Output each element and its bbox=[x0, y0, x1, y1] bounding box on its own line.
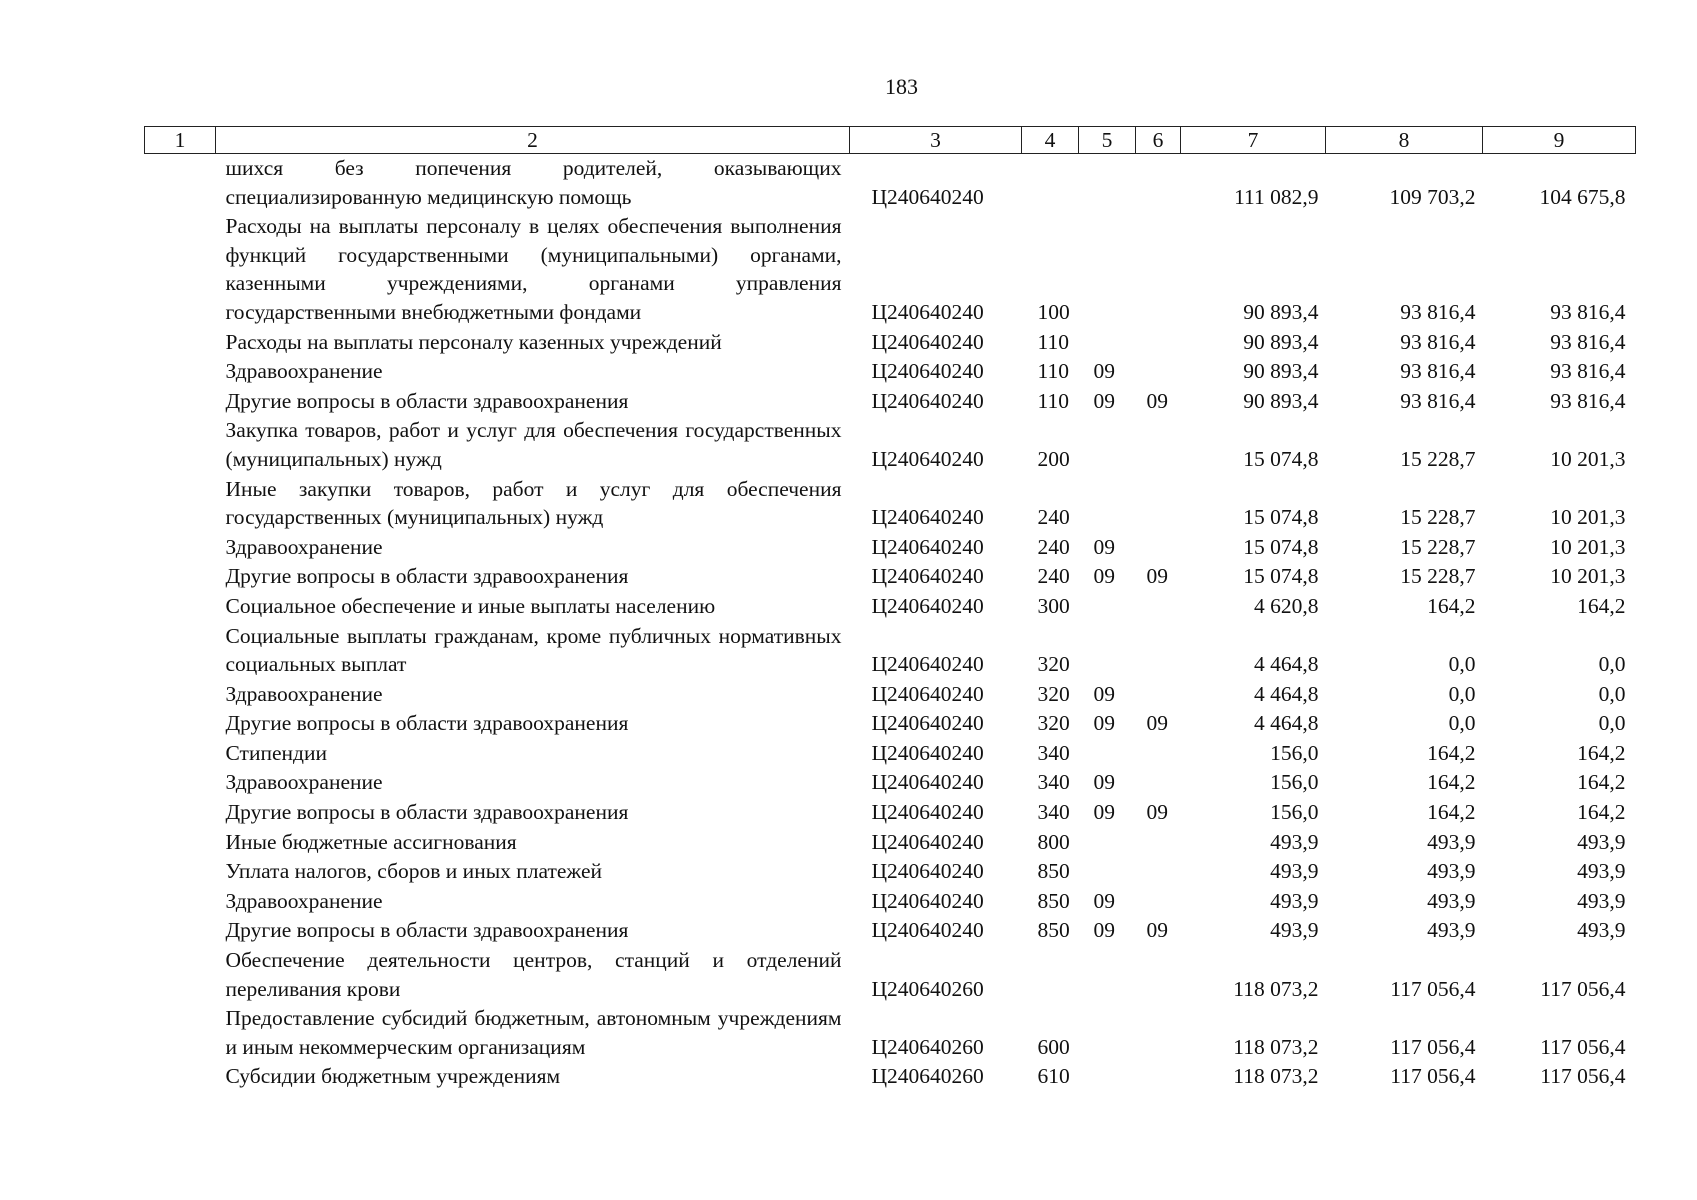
row-subsection bbox=[1136, 154, 1181, 213]
row-subsection bbox=[1136, 828, 1181, 858]
column-header: 4 bbox=[1022, 127, 1079, 154]
row-value-col9: 93 816,4 bbox=[1550, 359, 1626, 384]
row-name: Другие вопросы в области здравоохранения bbox=[225, 388, 629, 413]
row-value-col7: 15 074,8 bbox=[1243, 534, 1319, 559]
row-subsection bbox=[1136, 887, 1181, 917]
row-value-col9: 493,9 bbox=[1577, 918, 1626, 943]
row-blank-cell bbox=[145, 739, 216, 769]
row-value-col9: 10 201,3 bbox=[1550, 446, 1626, 471]
column-header: 9 bbox=[1483, 127, 1636, 154]
row-blank-cell bbox=[145, 533, 216, 563]
row-value-col8: 93 816,4 bbox=[1400, 359, 1476, 384]
row-value-col7: 4 620,8 bbox=[1254, 593, 1319, 618]
row-code: Ц240640240 bbox=[871, 299, 984, 324]
row-value-col8: 15 228,7 bbox=[1400, 505, 1476, 530]
row-value-col9: 164,2 bbox=[1577, 800, 1626, 825]
row-value-col7: 118 073,2 bbox=[1233, 1064, 1319, 1089]
table-row bbox=[145, 416, 1636, 474]
row-value-col7: 156,0 bbox=[1270, 800, 1319, 825]
row-subsection bbox=[1136, 768, 1181, 798]
row-value-col8: 493,9 bbox=[1427, 829, 1476, 854]
row-value-col8: 117 056,4 bbox=[1390, 1034, 1476, 1059]
row-blank-cell bbox=[145, 416, 216, 474]
row-name: Обеспечение деятельности центров, станций и отделений переливания крови bbox=[225, 948, 842, 1001]
row-blank-cell bbox=[145, 387, 216, 417]
table-row bbox=[145, 798, 1636, 828]
row-section bbox=[1079, 416, 1136, 474]
row-value-col8: 164,2 bbox=[1427, 593, 1476, 618]
row-code: Ц240640240 bbox=[871, 388, 984, 413]
table-row bbox=[145, 857, 1636, 887]
row-value-col7: 4 464,8 bbox=[1254, 711, 1319, 736]
table-row bbox=[145, 1004, 1636, 1062]
row-expense-type: 200 bbox=[1037, 446, 1070, 471]
row-value-col7: 493,9 bbox=[1270, 859, 1319, 884]
row-section: 09 bbox=[1093, 564, 1115, 589]
row-value-col7: 15 074,8 bbox=[1243, 505, 1319, 530]
column-header: 3 bbox=[850, 127, 1022, 154]
row-section bbox=[1079, 946, 1136, 1004]
row-subsection bbox=[1136, 680, 1181, 710]
row-value-col7: 90 893,4 bbox=[1243, 388, 1319, 413]
row-name: Иные бюджетные ассигнования bbox=[225, 829, 517, 854]
row-value-col9: 93 816,4 bbox=[1550, 299, 1626, 324]
row-section: 09 bbox=[1093, 800, 1115, 825]
row-value-col9: 493,9 bbox=[1577, 829, 1626, 854]
row-value-col7: 15 074,8 bbox=[1243, 446, 1319, 471]
row-value-col9: 164,2 bbox=[1577, 593, 1626, 618]
row-code: Ц240640240 bbox=[871, 800, 984, 825]
table-row bbox=[145, 739, 1636, 769]
row-name: Другие вопросы в области здравоохранения bbox=[225, 918, 629, 943]
row-subsection bbox=[1136, 739, 1181, 769]
row-subsection bbox=[1136, 1062, 1181, 1092]
row-value-col8: 93 816,4 bbox=[1400, 388, 1476, 413]
row-subsection: 09 bbox=[1146, 800, 1168, 825]
row-subsection bbox=[1136, 533, 1181, 563]
row-code: Ц240640260 bbox=[871, 1064, 984, 1089]
row-code: Ц240640240 bbox=[871, 829, 984, 854]
row-subsection bbox=[1136, 357, 1181, 387]
table-row bbox=[145, 768, 1636, 798]
row-blank-cell bbox=[145, 798, 216, 828]
row-code: Ц240640240 bbox=[871, 564, 984, 589]
column-header: 7 bbox=[1181, 127, 1326, 154]
row-value-col9: 164,2 bbox=[1577, 770, 1626, 795]
table-header bbox=[145, 127, 1636, 154]
row-blank-cell bbox=[145, 212, 216, 327]
row-value-col7: 493,9 bbox=[1270, 829, 1319, 854]
row-expense-type: 850 bbox=[1037, 859, 1070, 884]
row-subsection bbox=[1136, 622, 1181, 680]
row-value-col8: 164,2 bbox=[1427, 800, 1476, 825]
row-section bbox=[1079, 739, 1136, 769]
row-code: Ц240640240 bbox=[871, 770, 984, 795]
row-blank-cell bbox=[145, 1062, 216, 1092]
row-value-col9: 10 201,3 bbox=[1550, 505, 1626, 530]
row-expense-type: 600 bbox=[1037, 1034, 1070, 1059]
table-body bbox=[145, 154, 1636, 1093]
row-name: Здравоохранение bbox=[225, 359, 383, 384]
row-subsection bbox=[1136, 946, 1181, 1004]
row-code: Ц240640240 bbox=[871, 329, 984, 354]
row-section bbox=[1079, 212, 1136, 327]
row-blank-cell bbox=[145, 857, 216, 887]
row-blank-cell bbox=[145, 709, 216, 739]
row-blank-cell bbox=[145, 768, 216, 798]
row-value-col7: 156,0 bbox=[1270, 770, 1319, 795]
row-name: Другие вопросы в области здравоохранения bbox=[225, 711, 629, 736]
row-subsection: 09 bbox=[1146, 564, 1168, 589]
row-blank-cell bbox=[145, 680, 216, 710]
column-header: 1 bbox=[145, 127, 216, 154]
row-code: Ц240640260 bbox=[871, 976, 984, 1001]
row-value-col9: 93 816,4 bbox=[1550, 388, 1626, 413]
column-header: 8 bbox=[1326, 127, 1483, 154]
row-value-col7: 4 464,8 bbox=[1254, 652, 1319, 677]
row-code: Ц240640240 bbox=[871, 711, 984, 736]
row-value-col7: 493,9 bbox=[1270, 888, 1319, 913]
row-value-col8: 15 228,7 bbox=[1400, 446, 1476, 471]
table-row bbox=[145, 680, 1636, 710]
row-expense-type: 610 bbox=[1037, 1064, 1070, 1089]
row-subsection: 09 bbox=[1146, 918, 1168, 943]
column-header: 5 bbox=[1079, 127, 1136, 154]
row-value-col9: 117 056,4 bbox=[1540, 976, 1626, 1001]
row-value-col7: 90 893,4 bbox=[1243, 299, 1319, 324]
row-name: Здравоохранение bbox=[225, 681, 383, 706]
row-subsection bbox=[1136, 857, 1181, 887]
row-section bbox=[1079, 328, 1136, 358]
row-value-col9: 104 675,8 bbox=[1539, 184, 1626, 209]
row-code: Ц240640240 bbox=[871, 681, 984, 706]
row-value-col9: 493,9 bbox=[1577, 888, 1626, 913]
row-section bbox=[1079, 475, 1136, 533]
row-code: Ц240640240 bbox=[871, 652, 984, 677]
row-value-col8: 15 228,7 bbox=[1400, 564, 1476, 589]
row-subsection bbox=[1136, 328, 1181, 358]
row-section bbox=[1079, 1004, 1136, 1062]
row-value-col8: 0,0 bbox=[1448, 652, 1476, 677]
row-name: Расходы на выплаты персоналу казенных учреждений bbox=[225, 329, 722, 354]
row-code: Ц240640240 bbox=[871, 184, 984, 209]
row-section: 09 bbox=[1093, 359, 1115, 384]
row-value-col7: 90 893,4 bbox=[1243, 359, 1319, 384]
row-expense-type bbox=[1022, 946, 1079, 1004]
row-subsection bbox=[1136, 1004, 1181, 1062]
row-section bbox=[1079, 592, 1136, 622]
row-expense-type: 850 bbox=[1037, 888, 1070, 913]
row-code: Ц240640240 bbox=[871, 505, 984, 530]
row-name: Закупка товаров, работ и услуг для обеспечения государственных (муниципальных) нужд bbox=[225, 418, 842, 471]
row-name: Иные закупки товаров, работ и услуг для обеспечения государственных (муниципальных) нужд bbox=[225, 476, 842, 530]
column-header: 6 bbox=[1136, 127, 1181, 154]
row-expense-type: 240 bbox=[1037, 564, 1070, 589]
row-name: Другие вопросы в области здравоохранения bbox=[225, 800, 629, 825]
row-subsection bbox=[1136, 475, 1181, 533]
row-code: Ц240640240 bbox=[871, 593, 984, 618]
row-value-col8: 15 228,7 bbox=[1400, 534, 1476, 559]
row-blank-cell bbox=[145, 328, 216, 358]
row-name: Здравоохранение bbox=[225, 770, 383, 795]
row-subsection bbox=[1136, 592, 1181, 622]
row-section: 09 bbox=[1093, 681, 1115, 706]
table-row bbox=[145, 1062, 1636, 1092]
row-code: Ц240640240 bbox=[871, 918, 984, 943]
row-subsection: 09 bbox=[1146, 711, 1168, 736]
table-row bbox=[145, 475, 1636, 533]
row-code: Ц240640240 bbox=[871, 740, 984, 765]
row-blank-cell bbox=[145, 592, 216, 622]
row-value-col9: 10 201,3 bbox=[1550, 534, 1626, 559]
row-name: Стипендии bbox=[225, 740, 327, 765]
table-row bbox=[145, 387, 1636, 417]
row-section bbox=[1079, 154, 1136, 213]
table-row bbox=[145, 946, 1636, 1004]
row-value-col8: 164,2 bbox=[1427, 740, 1476, 765]
row-section: 09 bbox=[1093, 534, 1115, 559]
row-name: Расходы на выплаты персоналу в целях обеспечения выполнения функций государственными (муниципальными) органами, казенными учреждениями, органами управления государственными внебюджетными фондами bbox=[225, 214, 842, 324]
row-expense-type: 340 bbox=[1037, 770, 1070, 795]
row-value-col8: 164,2 bbox=[1427, 770, 1476, 795]
row-expense-type: 800 bbox=[1037, 829, 1070, 854]
row-expense-type: 110 bbox=[1037, 388, 1069, 413]
column-header: 2 bbox=[216, 127, 850, 154]
row-code: Ц240640240 bbox=[871, 859, 984, 884]
row-blank-cell bbox=[145, 887, 216, 917]
row-section: 09 bbox=[1093, 888, 1115, 913]
row-expense-type: 240 bbox=[1037, 534, 1070, 559]
row-value-col9: 93 816,4 bbox=[1550, 329, 1626, 354]
row-value-col8: 93 816,4 bbox=[1400, 299, 1476, 324]
table-row bbox=[145, 154, 1636, 213]
row-code: Ц240640240 bbox=[871, 446, 984, 471]
row-value-col9: 0,0 bbox=[1598, 652, 1626, 677]
row-blank-cell bbox=[145, 946, 216, 1004]
table-row bbox=[145, 916, 1636, 946]
row-expense-type: 300 bbox=[1037, 593, 1070, 618]
table-row bbox=[145, 533, 1636, 563]
row-value-col9: 117 056,4 bbox=[1540, 1034, 1626, 1059]
row-section: 09 bbox=[1093, 711, 1115, 736]
page-number: 183 bbox=[885, 74, 918, 99]
row-expense-type: 320 bbox=[1037, 652, 1070, 677]
row-value-col7: 118 073,2 bbox=[1233, 976, 1319, 1001]
row-code: Ц240640240 bbox=[871, 359, 984, 384]
row-section bbox=[1079, 1062, 1136, 1092]
budget-table bbox=[144, 126, 1636, 1092]
row-subsection bbox=[1136, 212, 1181, 327]
row-name: Здравоохранение bbox=[225, 534, 383, 559]
row-value-col7: 111 082,9 bbox=[1234, 184, 1319, 209]
row-name: Уплата налогов, сборов и иных платежей bbox=[225, 859, 603, 884]
row-section: 09 bbox=[1093, 770, 1115, 795]
row-name: Другие вопросы в области здравоохранения bbox=[225, 564, 629, 589]
row-value-col8: 493,9 bbox=[1427, 888, 1476, 913]
row-value-col8: 93 816,4 bbox=[1400, 329, 1476, 354]
row-blank-cell bbox=[145, 622, 216, 680]
table-row bbox=[145, 328, 1636, 358]
row-value-col9: 0,0 bbox=[1598, 681, 1626, 706]
row-section: 09 bbox=[1093, 388, 1115, 413]
row-section: 09 bbox=[1093, 918, 1115, 943]
row-blank-cell bbox=[145, 154, 216, 213]
row-blank-cell bbox=[145, 828, 216, 858]
table-row bbox=[145, 828, 1636, 858]
row-subsection: 09 bbox=[1146, 388, 1168, 413]
table-row bbox=[145, 592, 1636, 622]
row-value-col7: 493,9 bbox=[1270, 918, 1319, 943]
row-blank-cell bbox=[145, 357, 216, 387]
table-row bbox=[145, 622, 1636, 680]
row-value-col9: 493,9 bbox=[1577, 859, 1626, 884]
table-row bbox=[145, 357, 1636, 387]
table-row bbox=[145, 562, 1636, 592]
row-blank-cell bbox=[145, 475, 216, 533]
table-row bbox=[145, 212, 1636, 327]
row-expense-type: 110 bbox=[1037, 359, 1069, 384]
row-value-col8: 117 056,4 bbox=[1390, 976, 1476, 1001]
row-name: Субсидии бюджетным учреждениям bbox=[225, 1064, 561, 1089]
row-blank-cell bbox=[145, 562, 216, 592]
row-value-col8: 493,9 bbox=[1427, 859, 1476, 884]
row-expense-type: 340 bbox=[1037, 740, 1070, 765]
row-value-col7: 118 073,2 bbox=[1233, 1034, 1319, 1059]
row-expense-type: 110 bbox=[1037, 329, 1069, 354]
row-blank-cell bbox=[145, 1004, 216, 1062]
row-value-col7: 15 074,8 bbox=[1243, 564, 1319, 589]
row-value-col8: 493,9 bbox=[1427, 918, 1476, 943]
row-value-col8: 0,0 bbox=[1448, 711, 1476, 736]
row-blank-cell bbox=[145, 916, 216, 946]
table-row bbox=[145, 887, 1636, 917]
row-expense-type: 240 bbox=[1037, 505, 1070, 530]
row-name: Предоставление субсидий бюджетным, автономным учреждениям и иным некоммерческим организациям bbox=[225, 1006, 842, 1059]
row-subsection bbox=[1136, 416, 1181, 474]
row-code: Ц240640240 bbox=[871, 534, 984, 559]
row-expense-type: 850 bbox=[1037, 918, 1070, 943]
row-value-col7: 90 893,4 bbox=[1243, 329, 1319, 354]
row-section bbox=[1079, 622, 1136, 680]
row-code: Ц240640240 bbox=[871, 888, 984, 913]
row-expense-type: 100 bbox=[1037, 299, 1070, 324]
row-name: Социальное обеспечение и иные выплаты населению bbox=[225, 593, 716, 618]
row-value-col9: 10 201,3 bbox=[1550, 564, 1626, 589]
row-value-col8: 109 703,2 bbox=[1389, 184, 1476, 209]
row-value-col8: 0,0 bbox=[1448, 681, 1476, 706]
row-value-col7: 156,0 bbox=[1270, 740, 1319, 765]
table-row bbox=[145, 709, 1636, 739]
row-section bbox=[1079, 828, 1136, 858]
row-value-col9: 0,0 bbox=[1598, 711, 1626, 736]
row-value-col8: 117 056,4 bbox=[1390, 1064, 1476, 1089]
row-value-col9: 117 056,4 bbox=[1540, 1064, 1626, 1089]
row-value-col7: 4 464,8 bbox=[1254, 681, 1319, 706]
row-section bbox=[1079, 857, 1136, 887]
row-name: шихся без попечения родителей, оказывающих специализированную медицинскую помощь bbox=[225, 156, 842, 209]
row-name: Социальные выплаты гражданам, кроме публичных нормативных социальных выплат bbox=[225, 623, 842, 677]
row-expense-type: 320 bbox=[1037, 711, 1070, 736]
row-expense-type bbox=[1022, 154, 1079, 213]
row-value-col9: 164,2 bbox=[1577, 740, 1626, 765]
row-code: Ц240640260 bbox=[871, 1034, 984, 1059]
row-name: Здравоохранение bbox=[225, 888, 383, 913]
row-expense-type: 320 bbox=[1037, 681, 1070, 706]
row-expense-type: 340 bbox=[1037, 800, 1070, 825]
